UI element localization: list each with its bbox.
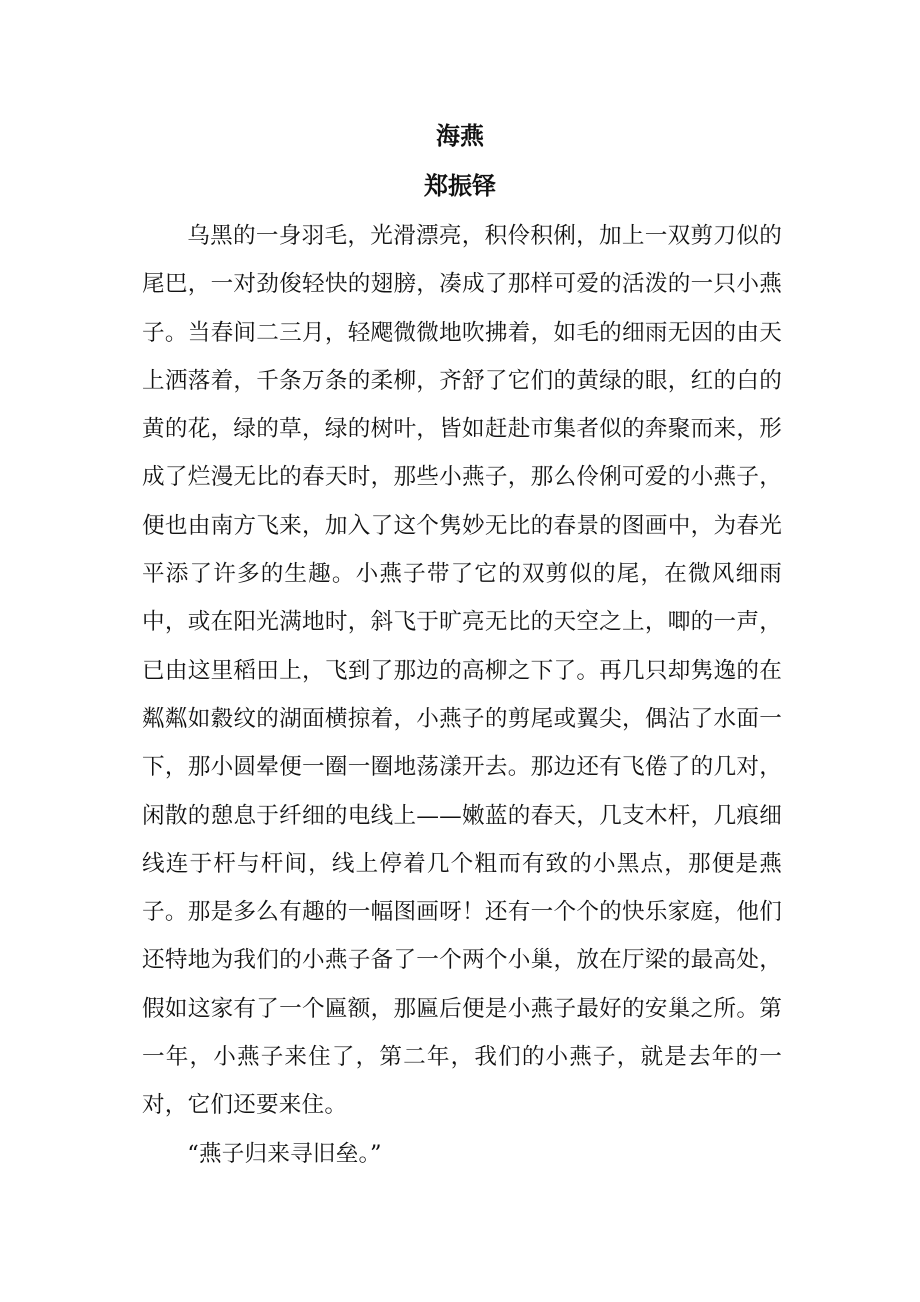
paragraph: 乌黑的一身羽毛，光滑漂亮，积伶积俐，加上一双剪刀似的尾巴，一对劲俊轻快的翅膀，凑成了那样可爱的活泼的一只小燕子。当春间二三月，轻飔微微地吹拂着，如毛的细雨无因的由天上洒落着，千条万条的柔柳，齐舒了它们的黄绿的眼，红的白的黄的花，绿的草，绿的树叶，皆如赶赴市集者似的奔聚而来，形成了烂漫无比的春天时，那些小燕子，那么伶俐可爱的小燕子，便也由南方飞来，加入了这个隽妙无比的春景的图画中，为春光平添了许多的生趣。小燕子带了它的双剪似的尾，在微风细雨中，或在阳光满地时，斜飞于旷亮无比的天空之上，唧的一声，已由这里稻田上，飞到了那边的高柳之下了。再几只却隽逸的在粼粼如縠纹的湖面横掠着，小燕子的剪尾或翼尖，偶沾了水面一下，那小圆晕便一圈一圈地荡漾开去。那边还有飞倦了的几对，闲散的憩息于纤细的电线上——嫩蓝的春天，几支木杆，几痕细线连于杆与杆间，线上停着几个粗而有致的小黑点，那便是燕子。那是多么有趣的一幅图画呀！还有一个个的快乐家庭，他们还特地为我们的小燕子备了一个两个小巢，放在厅梁的最高处，假如这家有了一个匾额，那匾后便是小燕子最好的安巢之所。第一年，小燕子来住了，第二年，我们的小燕子，就是去年的一对，它们还要来住。 <box>142 223 782 1119</box>
document-author: 郑振铎 <box>424 171 496 200</box>
document-body <box>142 212 782 1178</box>
document-title: 海燕 <box>436 121 484 150</box>
paragraph: “燕子归来寻旧垒。” <box>187 1140 382 1167</box>
